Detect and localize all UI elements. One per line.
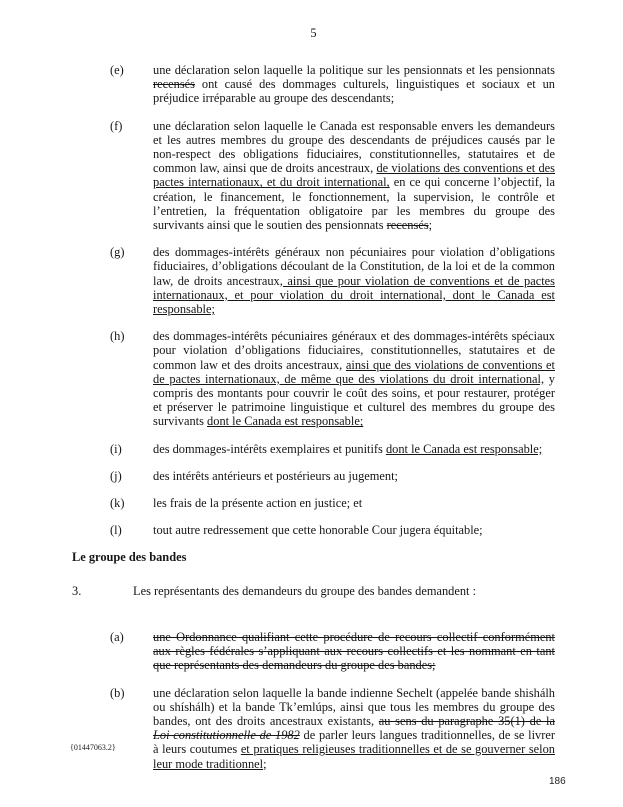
paragraph-number: 3. <box>72 583 82 598</box>
relief-claims-list <box>72 63 555 537</box>
item-label: (b) <box>110 685 125 700</box>
relief-item-h <box>110 329 555 428</box>
item-text: des intérêts antérieurs et postérieurs au jugement; <box>153 468 398 483</box>
relief-item-j <box>110 469 555 483</box>
paragraph-text: Les représentants des demandeurs du groupe des bandes demandent : <box>133 583 477 598</box>
item-label: (l) <box>110 523 122 538</box>
relief-item-g <box>110 245 555 316</box>
item-label: (h) <box>110 329 125 344</box>
paragraph-3 <box>72 584 555 598</box>
item-label: (i) <box>110 441 122 456</box>
item-text: une déclaration selon laquelle le Canada est responsable envers les demandeurs et les autres membres du groupe des descendants de préjudices causés par le non-respect des obligations fiduciaires, constitutionnelles, statutaires et de common law, ainsi que de droits ancestraux, de violations des conventions et des pactes internationaux, et du droit international, en ce qui concerne l’objectif, la création, le financement, le fonctionnement, la supervision, le contrôle et l’entretien, la fréquentation obligatoire par les membres du groupe des survivants ainsi que le soutien des pensionnats recensés; <box>153 118 556 233</box>
relief-item-l <box>110 523 555 537</box>
item-text: une Ordonnance qualifiant cette procédure de recours collectif conformément aux règles fédérales s’appliquant aux recours collectifs et les nommant en tant que représentants des demandeurs du groupe des bandes; <box>153 629 555 673</box>
item-text: des dommages-intérêts généraux non pécuniaires pour violation d’obligations fiduciaires, d’obligations découlant de la Constitution, de la loi et de la common law, de droits ancestraux, ainsi que pour violation de conventions et de pactes internationaux, et pour violation du droit international, dont le Canada est responsable; <box>153 245 556 317</box>
item-label: (a) <box>110 629 124 644</box>
item-label: (j) <box>110 468 122 483</box>
item-text: tout autre redressement que cette honorable Cour jugera équitable; <box>153 523 483 538</box>
item-label: (e) <box>110 63 124 77</box>
relief-item-f <box>110 119 555 233</box>
bands-claims-list <box>72 630 555 771</box>
item-text: une déclaration selon laquelle la politique sur les pensionnats et les pensionnats recensés ont causé des dommages culturels, linguistiques et sociaux et un préjudice irréparable au groupe des descendants; <box>153 63 555 106</box>
item-label: (f) <box>110 118 123 133</box>
bands-item-b <box>110 686 555 771</box>
section-heading-bands: Le groupe des bandes <box>72 550 187 565</box>
footer-page-number: 186 <box>549 776 566 787</box>
item-text: une déclaration selon laquelle la bande indienne Sechelt (appelée bande shishálh ou shíshálh) et la bande Tk’emlúps, ainsi que tous les membres du groupe des bandes, ont des droits ancestraux existants, au sens du paragraphe 35(1) de la Loi constitutionnelle de 1982 de parler leurs langues traditionnelles, de se livrer à leurs coutumes et pratiques religieuses traditionnelles et de se gouverner selon leur mode traditionnel; <box>153 685 555 771</box>
bands-item-a <box>110 630 555 673</box>
item-text: les frais de la présente action en justice; et <box>153 496 363 511</box>
relief-item-i <box>110 442 555 456</box>
item-label: (k) <box>110 496 125 511</box>
header-page-number: 5 <box>310 26 317 40</box>
item-text: des dommages-intérêts exemplaires et punitifs dont le Canada est responsable; <box>153 441 543 456</box>
item-label: (g) <box>110 245 125 260</box>
relief-item-e <box>110 63 555 106</box>
page-content <box>72 26 555 784</box>
relief-item-k <box>110 496 555 510</box>
item-text: des dommages-intérêts pécuniaires généraux et des dommages-intérêts spéciaux pour violation d’obligations fiduciaires, constitutionnelles, statutaires et de common law et des droits ancestraux, ainsi que des violations de conventions et de pactes internationaux, de même que des violations du droit international, y compris des montants pour couvrir le coût des soins, et pour restaurer, protéger et préserver le patrimoine linguistique et culturel des membres du groupe des survivants dont le Canada est responsable; <box>153 329 555 429</box>
footer-doc-id: {01447063.2} <box>70 743 116 752</box>
